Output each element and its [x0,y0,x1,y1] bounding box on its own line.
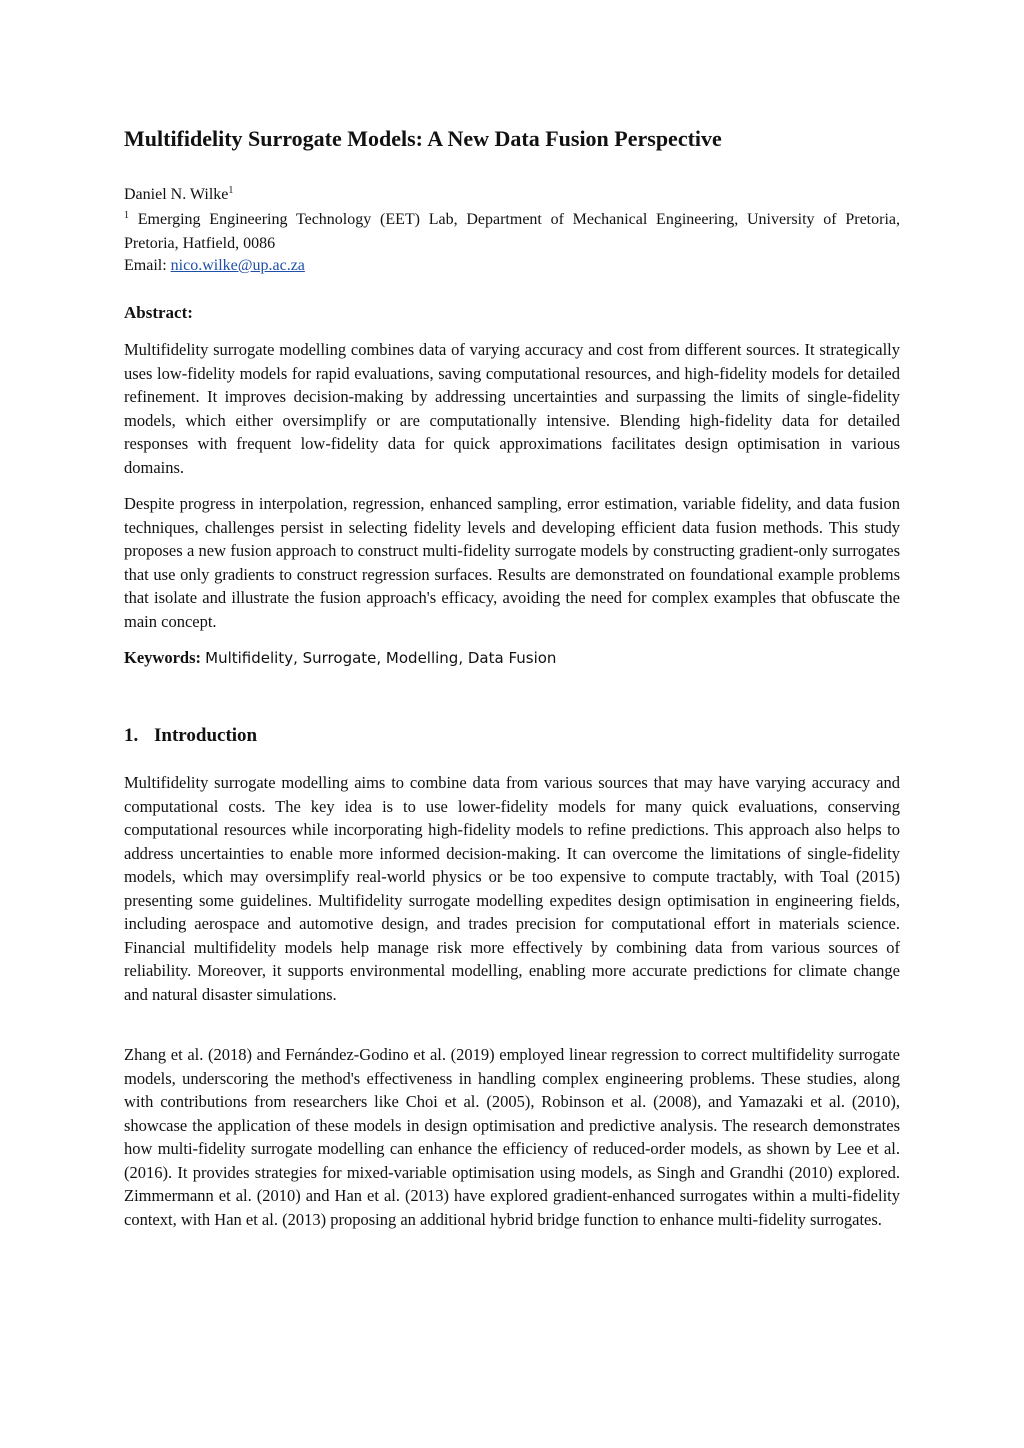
abstract-paragraph-2: Despite progress in interpolation, regression, enhanced sampling, error estimation, variable fidelity, and data fusion techniques, challenges persist in selecting fidelity levels and developing efficient data fusion methods. This study proposes a new fusion approach to construct multi-fidelity surrogate models by constructing gradient-only surrogates that use only gradients to construct regression surfaces. Results are demonstrated on foundational example problems that isolate and illustrate the fusion approach's efficacy, avoiding the need for complex examples that obfuscate the main concept. [124,494,900,631]
section-title: Introduction [154,725,258,746]
email-line [124,255,305,277]
affiliation-text: Emerging Engineering Technology (EET) Lab, Department of Mechanical Engineering, University of Pretoria, Pretoria, Hatfield, 0086 [124,211,901,252]
paper-title: Multifidelity Surrogate Models: A New Data Fusion Perspective [124,126,722,151]
keywords-line [124,647,556,669]
author-name: Daniel N. Wilke [124,186,229,203]
abstract-heading: Abstract: [124,303,193,322]
email-label: Email: [124,257,167,274]
section-heading-introduction [124,724,257,748]
email-link[interactable]: nico.wilke@up.ac.za [170,257,305,274]
abstract-paragraph-1: Multifidelity surrogate modelling combines data of varying accuracy and cost from different sources. It strategically uses low-fidelity models for rapid evaluations, saving computational resources, and high-fidelity models for detailed refinement. It improves decision-making by addressing uncertainties and surpassing the limits of single-fidelity models, which either oversimplify or are computationally intensive. Blending high-fidelity data for detailed responses with frequent low-fidelity data for quick approximations facilitates design optimisation in various domains. [124,340,900,477]
author-line [124,184,233,206]
author-affiliation-mark: 1 [228,185,234,196]
keywords-label: Keywords: [124,648,201,667]
introduction-paragraph-2: Zhang et al. (2018) and Fernández-Godino et al. (2019) employed linear regression to correct multifidelity surrogate models, underscoring the method's effectiveness in handling complex engineering problems. These studies, along with contributions from researchers like Choi et al. (2005), Robinson et al. (2008), and Yamazaki et al. (2010), showcase the application of these models in design optimisation and predictive analysis. The research demonstrates how multi-fidelity surrogate modelling can enhance the efficiency of reduced-order models, as shown by Lee et al. (2016). It provides strategies for mixed-variable optimisation using models, as Singh and Grandhi (2010) explored. Zimmermann et al. (2010) and Han et al. (2013) have explored gradient-enhanced surrogates within a multi-fidelity context, with Han et al. (2013) proposing an additional hybrid bridge function to enhance multi-fidelity surrogates. [124,1045,900,1229]
affiliation-mark: 1 [124,210,129,221]
introduction-paragraph-1: Multifidelity surrogate modelling aims to combine data from various sources that may have varying accuracy and computational costs. The key idea is to use lower-fidelity models for many quick evaluations, conserving computational resources while incorporating high-fidelity models to refine predictions. This approach also helps to address uncertainties to enable more informed decision-making. It can overcome the limitations of single-fidelity models, which may oversimplify real-world physics or be too expensive to compute tractably, with Toal (2015) presenting some guidelines. Multifidelity surrogate modelling expedites design optimisation in engineering fields, including aerospace and automotive design, and trades precision for computational effort in materials science. Financial multifidelity models help manage risk more effectively by combining data from various sources of reliability. Moreover, it supports environmental modelling, enabling more accurate predictions for climate change and natural disaster simulations. [124,773,900,1004]
affiliation [124,208,900,256]
keywords-text: Multifidelity, Surrogate, Modelling, Data Fusion [205,649,557,667]
section-number: 1. [124,725,139,746]
